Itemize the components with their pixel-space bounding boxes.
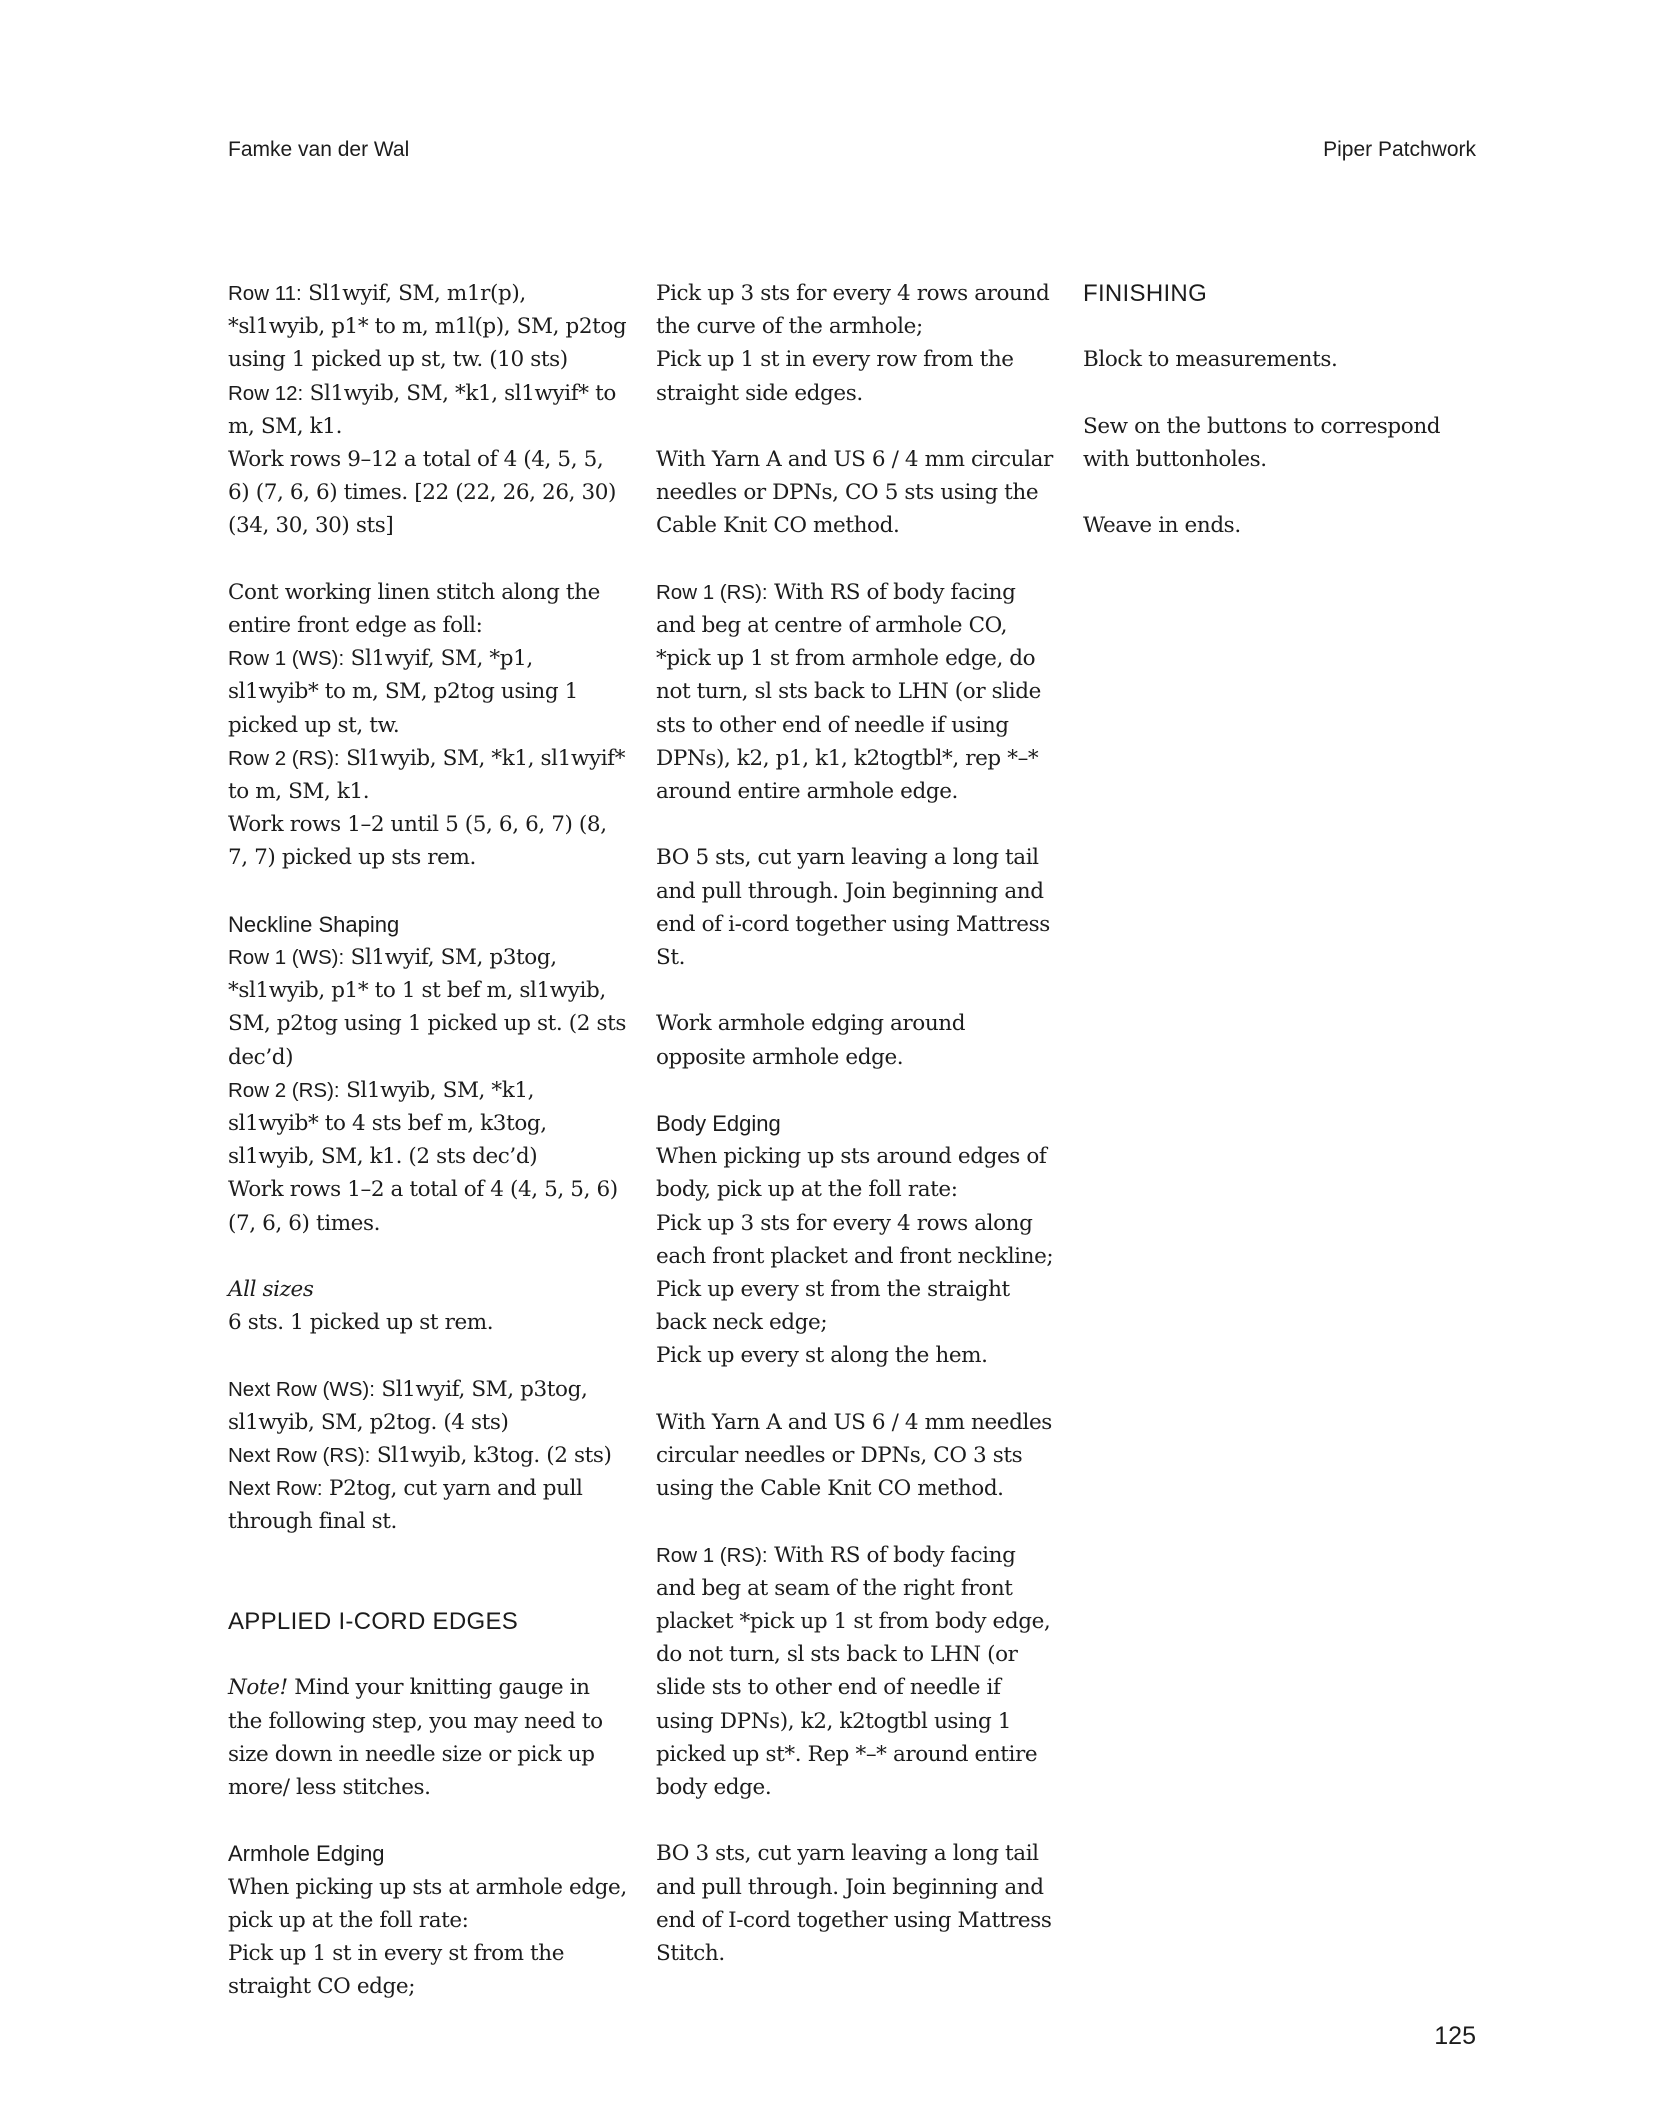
- row-label: Row 2 (RS):: [228, 746, 340, 770]
- body-cast-on: With Yarn A and US 6 / 4 mm needles circular needles or DPNs, CO 3 sts using the Cable Knit CO method.: [656, 1409, 1052, 1502]
- all-sizes-label: All sizes: [228, 1277, 314, 1303]
- armhole-rate-side: Pick up 1 st in every row from the straight side edges.: [656, 347, 1014, 406]
- armhole-cast-on: With Yarn A and US 6 / 4 mm circular needles or DPNs, CO 5 sts using the Cable Knit CO method.: [656, 447, 1053, 539]
- six-sts-text: 6 sts. 1 picked up st rem.: [228, 1310, 494, 1336]
- running-header-pattern: Piper Patchwork: [1323, 138, 1476, 161]
- note-paragraph: Note! Mind your knitting gauge in the following step, you may need to size down in needle size or pick up more/ less stitches.: [228, 1675, 603, 1801]
- row-label: Row 1 (RS):: [656, 1543, 768, 1567]
- next-row-final: Next Row: P2tog, cut yarn and pull through final st.: [228, 1476, 583, 1535]
- column-right: [1083, 277, 1483, 543]
- row-11-instruction: Row 11: Sl1wyif, SM, m1r(p), *sl1wyib, p1* to m, m1l(p), SM, p2tog using 1 picked up st, tw. (10 sts): [228, 281, 627, 373]
- armhole-edging-heading: Armhole Edging: [228, 1841, 385, 1867]
- applied-icord-heading: APPLIED I-CORD EDGES: [228, 1608, 519, 1636]
- opposite-armhole: Work armhole edging around opposite armhole edge.: [656, 1011, 966, 1070]
- row-label: Row 12:: [228, 381, 304, 405]
- row-label: Next Row (RS):: [228, 1444, 371, 1468]
- block-instruction: Block to measurements.: [1083, 347, 1338, 373]
- armhole-row-1: Row 1 (RS): With RS of body facing and beg at centre of armhole CO, *pick up 1 st from armhole edge, do not turn, sl sts back to LHN (or slide sts to other end of needle if using DPNs), k2, p1, k1, k2togtbl*, rep *–* around entire armhole edge.: [656, 579, 1041, 805]
- row-label: Row 1 (RS):: [656, 580, 768, 604]
- body-edging-heading: Body Edging: [656, 1111, 781, 1136]
- row-label: Next Row:: [228, 1477, 323, 1501]
- next-row-ws: Next Row (WS): Sl1wyif, SM, p3tog, sl1wyib, SM, p2tog. (4 sts): [228, 1376, 588, 1435]
- buttons-instruction: Sew on the buttons to correspond with buttonholes.: [1083, 413, 1441, 472]
- column-middle: [656, 277, 1056, 1970]
- neckline-row-2: Row 2 (RS): Sl1wyib, SM, *k1, sl1wyib* to 4 sts bef m, k3tog, sl1wyib, SM, k1. (2 sts dec’d): [228, 1077, 547, 1170]
- linen-row-2: Row 2 (RS): Sl1wyib, SM, *k1, sl1wyif* to m, SM, k1.: [228, 745, 626, 805]
- row-label: Row 1 (WS):: [228, 647, 345, 671]
- body-intro: When picking up sts around edges of body, pick up at the foll rate:: [656, 1144, 1047, 1203]
- row-12-instruction: Row 12: Sl1wyib, SM, *k1, sl1wyif* to m, SM, k1.: [228, 380, 616, 439]
- repeat-rows-1-2-until: Work rows 1–2 until 5 (5, 6, 6, 7) (8, 7, 7) picked up sts rem.: [228, 812, 607, 871]
- armhole-intro: When picking up sts at armhole edge, pick up at the foll rate:: [228, 1874, 627, 1933]
- next-row-rs: Next Row (RS): Sl1wyib, k3tog. (2 sts): [228, 1443, 612, 1469]
- body-rate-back-neck: Pick up every st from the straight back neck edge;: [656, 1277, 1010, 1336]
- note-label: Note!: [228, 1675, 288, 1701]
- finishing-heading: FINISHING: [1083, 280, 1208, 307]
- page-number: 125: [1434, 2022, 1476, 2050]
- neckline-shaping-heading: Neckline Shaping: [228, 911, 400, 937]
- cont-working-text: Cont working linen stitch along the entire front edge as foll:: [228, 579, 600, 639]
- body-bind-off: BO 3 sts, cut yarn leaving a long tail and pull through. Join beginning and end of I-cord together using Mattress Stitch.: [656, 1841, 1052, 1967]
- row-label: Row 11:: [228, 282, 302, 305]
- armhole-rate-co-edge: Pick up 1 st in every st from the straight CO edge;: [228, 1941, 565, 2000]
- body-rate-placket: Pick up 3 sts for every 4 rows along each front placket and front neckline;: [656, 1210, 1054, 1269]
- neckline-repeat: Work rows 1–2 a total of 4 (4, 5, 5, 6) (7, 6, 6) times.: [228, 1177, 618, 1236]
- repeat-rows-9-12: Work rows 9–12 a total of 4 (4, 5, 5, 6) (7, 6, 6) times. [22 (22, 26, 26, 30) (34, 30, 30) sts]: [228, 447, 617, 539]
- body-row-1: Row 1 (RS): With RS of body facing and beg at seam of the right front placket *pick up 1 st from body edge, do not turn, sl sts back to LHN (or slide sts to other end of needle if using DPNs), k2, k2togtbl using 1 picked up st*. Rep *–* around entire body edge.: [656, 1542, 1051, 1801]
- row-label: Next Row (WS):: [228, 1377, 375, 1401]
- armhole-rate-curve: Pick up 3 sts for every 4 rows around the curve of the armhole;: [656, 281, 1050, 340]
- running-header-author: Famke van der Wal: [228, 138, 410, 161]
- row-label: Row 2 (RS):: [228, 1078, 340, 1102]
- column-left: [228, 277, 628, 2003]
- armhole-bind-off: BO 5 sts, cut yarn leaving a long tail and pull through. Join beginning and end of i-cord together using Mattress St.: [656, 845, 1050, 971]
- weave-instruction: Weave in ends.: [1083, 513, 1241, 539]
- linen-row-1: Row 1 (WS): Sl1wyif, SM, *p1, sl1wyib* to m, SM, p2tog using 1 picked up st, tw.: [228, 646, 578, 738]
- row-label: Row 1 (WS):: [228, 946, 345, 970]
- neckline-row-1: Row 1 (WS): Sl1wyif, SM, p3tog, *sl1wyib, p1* to 1 st bef m, sl1wyib, SM, p2tog using 1 picked up st. (2 sts dec’d): [228, 945, 626, 1070]
- body-rate-hem: Pick up every st along the hem.: [656, 1343, 988, 1369]
